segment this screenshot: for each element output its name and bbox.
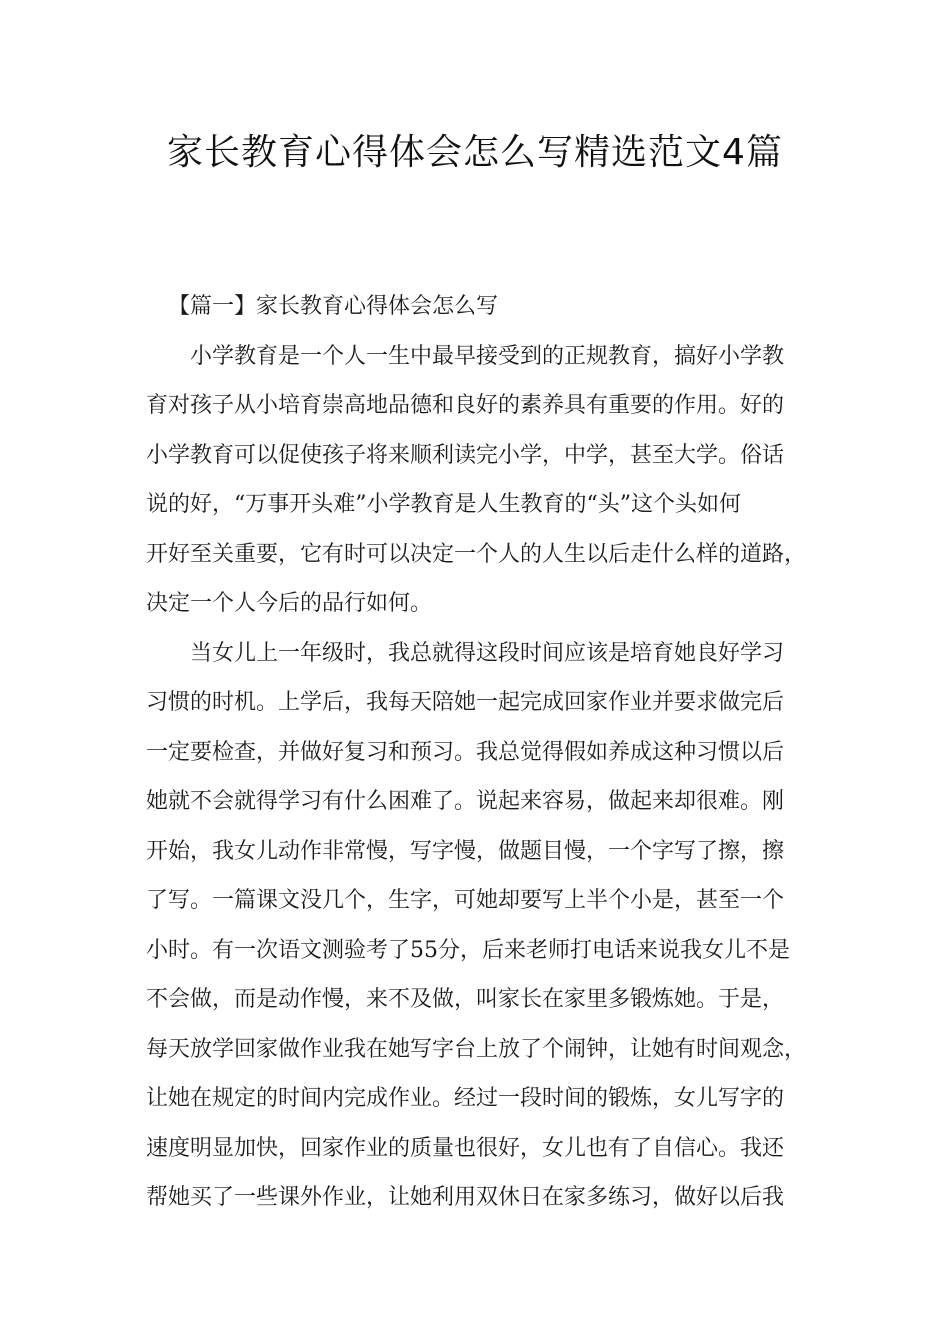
paragraph-line: 一定要检查，并做好复习和预习。我总觉得假如养成这种习惯以后 — [146, 739, 785, 765]
paragraph-line: 每天放学回家做作业我在她写字台上放了个闹钟，让她有时间观念， — [146, 1036, 807, 1062]
paragraph-line: 开好至关重要，它有时可以决定一个人的人生以后走什么样的道路， — [146, 541, 807, 567]
paragraph-line: 开始，我女儿动作非常慢，写字慢，做题目慢，一个字写了擦，擦 — [146, 838, 785, 864]
section-heading: 【篇一】家长教育心得体会怎么写 — [168, 294, 499, 319]
paragraph-line: 不会做，而是动作慢，来不及做，叫家长在家里多锻炼她。于是， — [146, 987, 785, 1012]
paragraph-line: 决定一个人今后的品行如何。 — [146, 591, 433, 616]
paragraph-line: 育对孩子从小培育崇高地品德和良好的素养具有重要的作用。好的 — [146, 393, 785, 418]
paragraph-2 — [146, 629, 830, 1223]
paragraph-line: 速度明显加快，回家作业的质量也很好，女儿也有了自信心。我还 — [146, 1135, 785, 1161]
paragraph-line: 了写。一篇课文没几个，生字，可她却要写上半个小是，甚至一个 — [146, 888, 785, 913]
paragraph-line: 让她在规定的时间内完成作业。经过一段时间的锻炼，女儿写字的 — [146, 1086, 785, 1111]
paragraph-line: 说的好，“万事开头难”小学教育是人生教育的“头”这个头如何 — [146, 492, 741, 517]
paragraph-1 — [146, 332, 830, 629]
paragraph-line: 小时。有一次语文测验考了55分，后来老师打电话来说我女儿不是 — [146, 937, 790, 963]
paragraph-line: 她就不会就得学习有什么困难了。说起来容易，做起来却很难。刚 — [146, 789, 785, 814]
paragraph-line: 习惯的时机。上学后，我每天陪她一起完成回家作业并要求做完后 — [146, 690, 785, 715]
paragraph-line: 当女儿上一年级时，我总就得这段时间应该是培育她良好学习 — [190, 640, 785, 666]
document-body — [146, 282, 830, 1223]
paragraph-line: 帮她买了一些课外作业，让她利用双休日在家多练习，做好以后我 — [146, 1185, 785, 1210]
paragraph-line: 小学教育是一个人一生中最早接受到的正规教育，搞好小学教 — [190, 343, 785, 369]
paragraph-line: 小学教育可以促使孩子将来顺利读完小学，中学，甚至大学。俗话 — [146, 442, 785, 468]
document-title: 家长教育心得体会怎么写精选范文4篇 — [167, 132, 783, 173]
